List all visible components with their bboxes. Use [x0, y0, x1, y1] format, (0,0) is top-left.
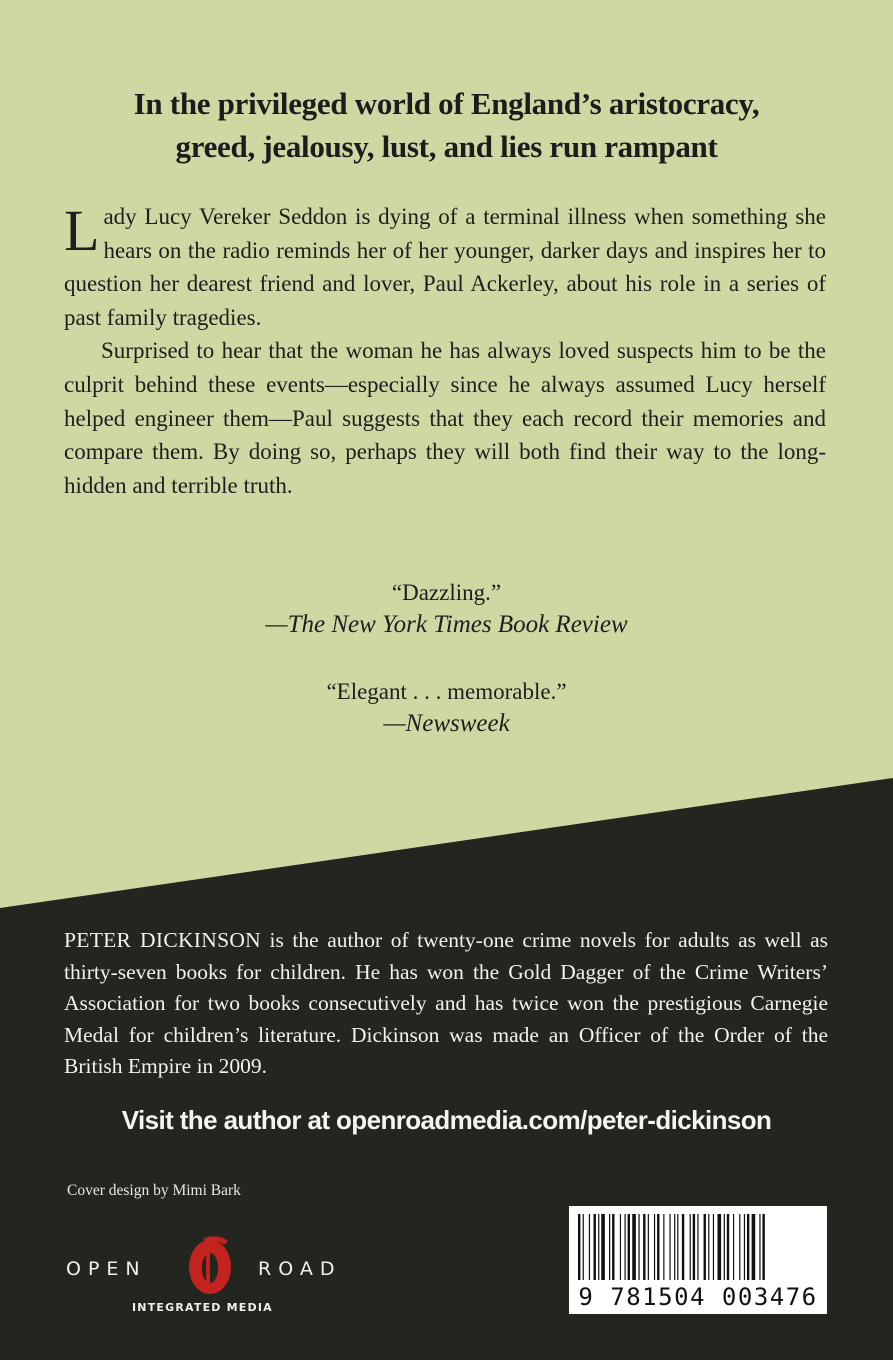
headline-line-1: In the privileged world of England’s aristocracy,	[133, 86, 760, 121]
barcode-bar	[609, 1214, 610, 1280]
barcode-bar	[739, 1214, 740, 1280]
barcode-bar	[612, 1214, 614, 1280]
logo-subtitle: INTEGRATED MEDIA	[132, 1301, 273, 1314]
barcode-bar	[601, 1214, 605, 1280]
review-quote-1-source: —The New York Times Book Review	[265, 611, 628, 638]
barcode-bar	[674, 1214, 675, 1280]
barcode-bar	[654, 1214, 655, 1280]
review-quote-2	[0, 676, 893, 740]
author-name: PETER DICKINSON	[64, 928, 261, 952]
barcode-bar	[643, 1214, 645, 1280]
barcode-bar	[718, 1214, 722, 1280]
barcode-bar	[693, 1214, 695, 1280]
review-quote-1	[0, 577, 893, 641]
barcode-bar	[628, 1214, 630, 1280]
barcode-bar	[747, 1214, 749, 1280]
review-quote-2-text: “Elegant . . . memorable.”	[326, 679, 567, 704]
barcode-bar	[682, 1214, 684, 1280]
drop-cap: L	[64, 198, 100, 263]
barcode-bar	[733, 1214, 734, 1280]
barcode-bar	[727, 1214, 729, 1280]
barcode-bar	[669, 1214, 670, 1280]
author-website-line: Visit the author at openroadmedia.com/peter-dickinson	[121, 1105, 772, 1135]
barcode-bar	[762, 1214, 764, 1280]
isbn-barcode	[569, 1206, 827, 1314]
barcode-bar	[589, 1214, 590, 1280]
logo-word-open: OPEN	[66, 1258, 147, 1280]
barcode-bar	[578, 1214, 580, 1280]
headline	[60, 82, 833, 168]
barcode-bar	[708, 1214, 709, 1280]
review-quote-2-source: —Newsweek	[383, 710, 510, 737]
barcode-bar	[752, 1214, 756, 1280]
open-road-emblem-icon	[181, 1235, 239, 1297]
headline-line-2: greed, jealousy, lust, and lies run rampant	[175, 129, 718, 164]
author-bio-text: is the author of twenty-one crime novels for adults as well as thirty-seven books for children. He has won the Gold Dagger of the Crime Writers’ Association for two books consecutively and has twice won the prestigious Carnegie Medal for children’s literature. Dickinson was made an Officer of the Order of the British Empire in 2009.	[64, 928, 829, 1078]
logo-word-road: ROAD	[258, 1258, 342, 1280]
barcode-bar	[663, 1214, 664, 1280]
synopsis-paragraph-2: Surprised to hear that the woman he has always loved suspects him to be the culprit behind these events—especially since he always assumed Lucy herself helped engineer them—Paul suggests that they each record their memories and compare them. By doing so, perhaps they will both find their way to the long-hidden and terrible truth.	[64, 338, 826, 498]
barcode-bar	[704, 1214, 706, 1280]
barcode-bar	[713, 1214, 714, 1280]
barcode-bar	[632, 1214, 636, 1280]
cover-design-credit: Cover design by Mimi Bark	[67, 1182, 241, 1199]
publisher-logo	[62, 1232, 362, 1317]
synopsis-paragraph-1-text: ady Lucy Vereker Seddon is dying of a terminal illness when something she hears on the radio reminds her of her younger, darker days and inspires her to question her dearest friend and lover, Paul Ackerley, about his role in a series of past family tragedies.	[64, 204, 826, 330]
barcode-bar	[697, 1214, 698, 1280]
review-quote-1-text: “Dazzling.”	[391, 580, 502, 605]
isbn-digits: 9 781504 003476	[578, 1283, 818, 1311]
barcode-bar	[744, 1214, 745, 1280]
barcode-bar	[657, 1214, 659, 1280]
author-bio	[64, 925, 828, 1083]
barcode-bar	[598, 1214, 599, 1280]
synopsis	[64, 200, 826, 502]
barcode-bar	[648, 1214, 649, 1280]
barcode-bar	[690, 1214, 691, 1280]
synopsis-paragraph-1	[64, 200, 826, 334]
barcode-bar	[625, 1214, 626, 1280]
barcode-bar	[620, 1214, 621, 1280]
barcode-bar	[759, 1214, 760, 1280]
barcode-bar	[677, 1214, 678, 1280]
barcode-bar	[583, 1214, 584, 1280]
barcode-bar	[638, 1214, 639, 1280]
barcode-bar	[724, 1214, 725, 1280]
barcode-bar	[594, 1214, 596, 1280]
